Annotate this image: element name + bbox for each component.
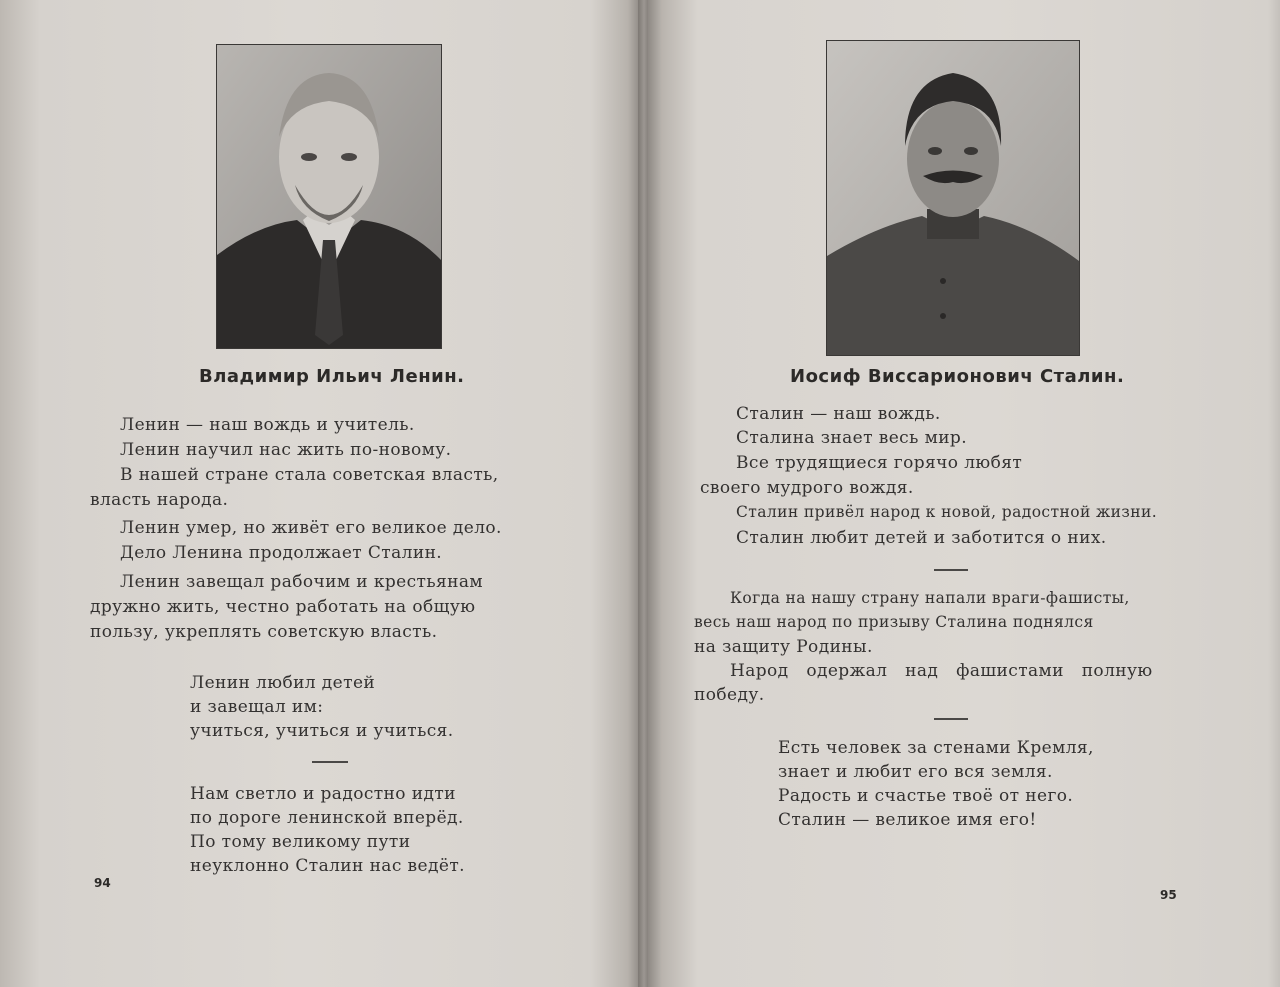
text-line: Ленин завещал рабочим и крестьянам: [120, 572, 484, 592]
poem-line: Радость и счастье твоё от него.: [778, 786, 1074, 806]
section-divider: [312, 761, 348, 763]
text-line: Сталин привёл народ к новой, радостной жизни.: [736, 503, 1158, 521]
text-line: на защиту Родины.: [694, 637, 873, 657]
page-number: 94: [94, 876, 111, 890]
lenin-portrait: [216, 44, 442, 349]
poem-line: и завещал им:: [190, 697, 324, 717]
text-line: пользу, укреплять советскую власть.: [90, 622, 438, 642]
stalin-portrait: [826, 40, 1080, 356]
poem-line: Сталин — великое имя его!: [778, 810, 1037, 830]
poem-line: по дороге ленинской вперёд.: [190, 808, 464, 828]
right-page: [648, 0, 1280, 987]
poem-line: По тому великому пути: [190, 832, 411, 852]
text-line: В нашей стране стала советская власть,: [120, 465, 499, 485]
poem-line: неуклонно Сталин нас ведёт.: [190, 856, 465, 876]
text-line: Сталин — наш вождь.: [736, 404, 941, 424]
text-line: Ленин умер, но живёт его великое дело.: [120, 518, 502, 538]
text-line: Все трудящиеся горячо любят: [736, 453, 1023, 473]
text-line: Сталина знает весь мир.: [736, 428, 968, 448]
text-line: Когда на нашу страну напали враги-фашисты,: [730, 589, 1130, 607]
text-line: Ленин научил нас жить по-новому.: [120, 440, 452, 460]
text-line: власть народа.: [90, 490, 229, 510]
text-line: своего мудрого вождя.: [700, 478, 914, 498]
text-line: победу.: [694, 685, 765, 705]
text-line: Народ одержал над фашистами полную: [730, 661, 1153, 681]
stalin-caption: Иосиф Виссарионович Сталин.: [790, 366, 1125, 387]
poem-line: учиться, учиться и учиться.: [190, 721, 454, 741]
page-number: 95: [1160, 888, 1177, 902]
poem-line: знает и любит его вся земля.: [778, 762, 1053, 782]
text-line: Ленин — наш вождь и учитель.: [120, 415, 415, 435]
poem-line: Есть человек за стенами Кремля,: [778, 738, 1094, 758]
text-line: Дело Ленина продолжает Сталин.: [120, 543, 443, 563]
lenin-caption: Владимир Ильич Ленин.: [199, 366, 465, 387]
poem-line: Нам светло и радостно идти: [190, 784, 456, 804]
section-divider: [934, 718, 968, 720]
text-line: весь наш народ по призыву Сталина поднялся: [694, 613, 1094, 631]
text-line: Сталин любит детей и заботится о них.: [736, 528, 1107, 548]
section-divider: [934, 569, 968, 571]
poem-line: Ленин любил детей: [190, 673, 376, 693]
text-line: дружно жить, честно работать на общую: [90, 597, 476, 617]
